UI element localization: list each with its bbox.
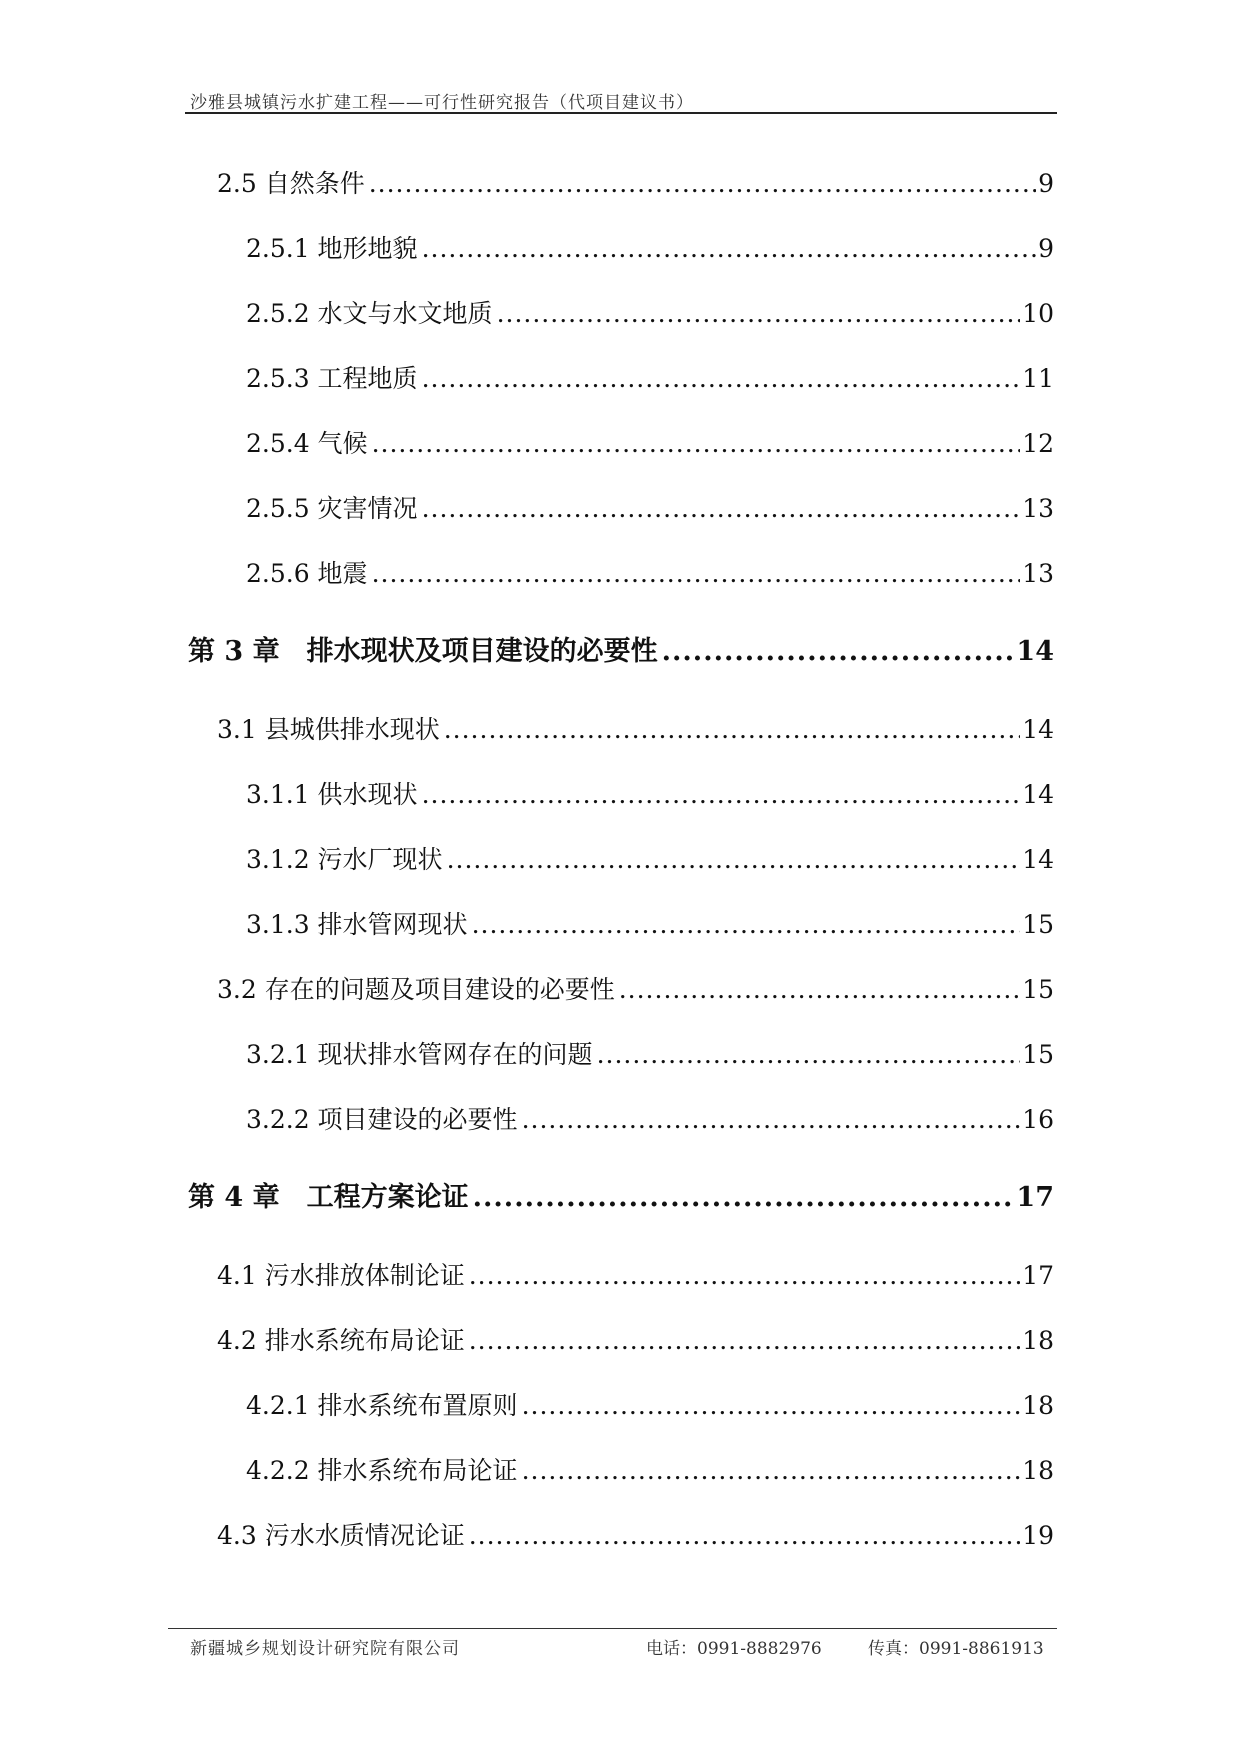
toc-entry-title: 3.1 县城供排水现状 xyxy=(217,715,440,744)
toc-entry[interactable] xyxy=(246,554,1054,594)
toc-page-number: 14 xyxy=(1022,780,1054,809)
toc-entry[interactable] xyxy=(246,1100,1054,1140)
footer-fax: 传真：0991-8861913 xyxy=(868,1639,1044,1659)
toc-page-number: 19 xyxy=(1022,1521,1054,1550)
footer-phone: 电话：0991-8882976 xyxy=(646,1639,822,1659)
toc-entry-title: 第 4 章 工程方案论证 xyxy=(188,1182,469,1213)
toc-entry[interactable] xyxy=(246,229,1054,269)
toc-entry[interactable] xyxy=(217,164,1054,204)
toc-page-number: 15 xyxy=(1022,1040,1054,1069)
toc-page-number: 9 xyxy=(1038,234,1054,263)
toc-dot-leader xyxy=(444,715,1020,744)
toc-entry[interactable] xyxy=(246,775,1054,815)
toc-page-number: 16 xyxy=(1022,1105,1054,1134)
toc-dot-leader xyxy=(469,1521,1020,1550)
toc-page-number: 18 xyxy=(1022,1456,1054,1485)
toc-dot-leader xyxy=(469,1261,1020,1290)
toc-dot-leader xyxy=(422,234,1037,263)
toc-page-number: 9 xyxy=(1038,169,1054,198)
toc-entry-title: 2.5.2 水文与水文地质 xyxy=(246,299,493,328)
toc-entry-title: 3.2.2 项目建设的必要性 xyxy=(246,1105,518,1134)
toc-entry[interactable] xyxy=(246,1035,1054,1075)
page-footer xyxy=(168,1632,1057,1662)
toc-entry[interactable] xyxy=(246,840,1054,880)
toc-entry-title: 2.5.6 地震 xyxy=(246,559,368,588)
toc-entry-title: 4.3 污水水质情况论证 xyxy=(217,1521,465,1550)
toc-page-number: 11 xyxy=(1022,364,1054,393)
toc-dot-leader xyxy=(473,1182,1015,1213)
toc-entry-title: 4.2 排水系统布局论证 xyxy=(217,1326,465,1355)
toc-entry[interactable] xyxy=(217,970,1054,1010)
toc-dot-leader xyxy=(372,429,1021,458)
toc-dot-leader xyxy=(472,910,1021,939)
toc-page-number: 14 xyxy=(1022,715,1054,744)
toc-page-number: 13 xyxy=(1022,494,1054,523)
toc-entry-title: 3.2 存在的问题及项目建设的必要性 xyxy=(217,975,615,1004)
toc-page-number: 18 xyxy=(1022,1391,1054,1420)
footer-divider xyxy=(168,1628,1057,1629)
toc-entry-title: 2.5.4 气候 xyxy=(246,429,368,458)
toc-entry[interactable] xyxy=(217,1256,1054,1296)
toc-dot-leader xyxy=(522,1456,1021,1485)
toc-entry-title: 3.1.1 供水现状 xyxy=(246,780,418,809)
toc-dot-leader xyxy=(422,780,1021,809)
toc-page-number: 10 xyxy=(1022,299,1054,328)
toc-page-number: 15 xyxy=(1022,910,1054,939)
toc-dot-leader xyxy=(422,364,1021,393)
toc-page-number: 12 xyxy=(1022,429,1054,458)
toc-entry-title: 2.5.1 地形地貌 xyxy=(246,234,418,263)
toc-dot-leader xyxy=(469,1326,1020,1355)
toc-entry-title: 2.5.5 灾害情况 xyxy=(246,494,418,523)
toc-entry-title: 2.5.3 工程地质 xyxy=(246,364,418,393)
toc-page-number: 17 xyxy=(1022,1261,1054,1290)
toc-entry[interactable] xyxy=(246,359,1054,399)
toc-page-number: 13 xyxy=(1022,559,1054,588)
toc-chapter-entry[interactable] xyxy=(188,629,1054,669)
toc-dot-leader xyxy=(619,975,1020,1004)
toc-entry[interactable] xyxy=(246,294,1054,334)
toc-page-number: 15 xyxy=(1022,975,1054,1004)
toc-entry-title: 3.1.2 污水厂现状 xyxy=(246,845,443,874)
toc-page-number: 14 xyxy=(1016,636,1054,667)
toc-entry-title: 3.2.1 现状排水管网存在的问题 xyxy=(246,1040,593,1069)
toc-entry-title: 4.2.2 排水系统布局论证 xyxy=(246,1456,518,1485)
toc-page-number: 17 xyxy=(1016,1182,1054,1213)
toc-entry[interactable] xyxy=(246,905,1054,945)
toc-dot-leader xyxy=(522,1391,1021,1420)
toc-entry[interactable] xyxy=(246,1386,1054,1426)
toc-entry-title: 3.1.3 排水管网现状 xyxy=(246,910,468,939)
toc-entry[interactable] xyxy=(246,489,1054,529)
document-title: 沙雅县城镇污水扩建工程——可行性研究报告（代项目建议书） xyxy=(190,93,694,113)
toc-dot-leader xyxy=(662,636,1015,667)
toc-dot-leader xyxy=(422,494,1021,523)
toc-dot-leader xyxy=(497,299,1021,328)
toc-entry-title: 2.5 自然条件 xyxy=(217,169,365,198)
toc-dot-leader xyxy=(372,559,1021,588)
toc-page-number: 18 xyxy=(1022,1326,1054,1355)
toc-entry[interactable] xyxy=(246,424,1054,464)
toc-dot-leader xyxy=(447,845,1021,874)
toc-entry[interactable] xyxy=(217,710,1054,750)
toc-dot-leader xyxy=(522,1105,1021,1134)
toc-entry[interactable] xyxy=(217,1321,1054,1361)
toc-chapter-entry[interactable] xyxy=(188,1175,1054,1215)
toc-entry-title: 第 3 章 排水现状及项目建设的必要性 xyxy=(188,636,658,667)
toc-entry[interactable] xyxy=(246,1451,1054,1491)
toc-page-number: 14 xyxy=(1022,845,1054,874)
toc-dot-leader xyxy=(369,169,1036,198)
toc-entry[interactable] xyxy=(217,1516,1054,1556)
footer-organization: 新疆城乡规划设计研究院有限公司 xyxy=(190,1639,460,1659)
toc-dot-leader xyxy=(597,1040,1021,1069)
toc-entry-title: 4.2.1 排水系统布置原则 xyxy=(246,1391,518,1420)
toc-entry-title: 4.1 污水排放体制论证 xyxy=(217,1261,465,1290)
